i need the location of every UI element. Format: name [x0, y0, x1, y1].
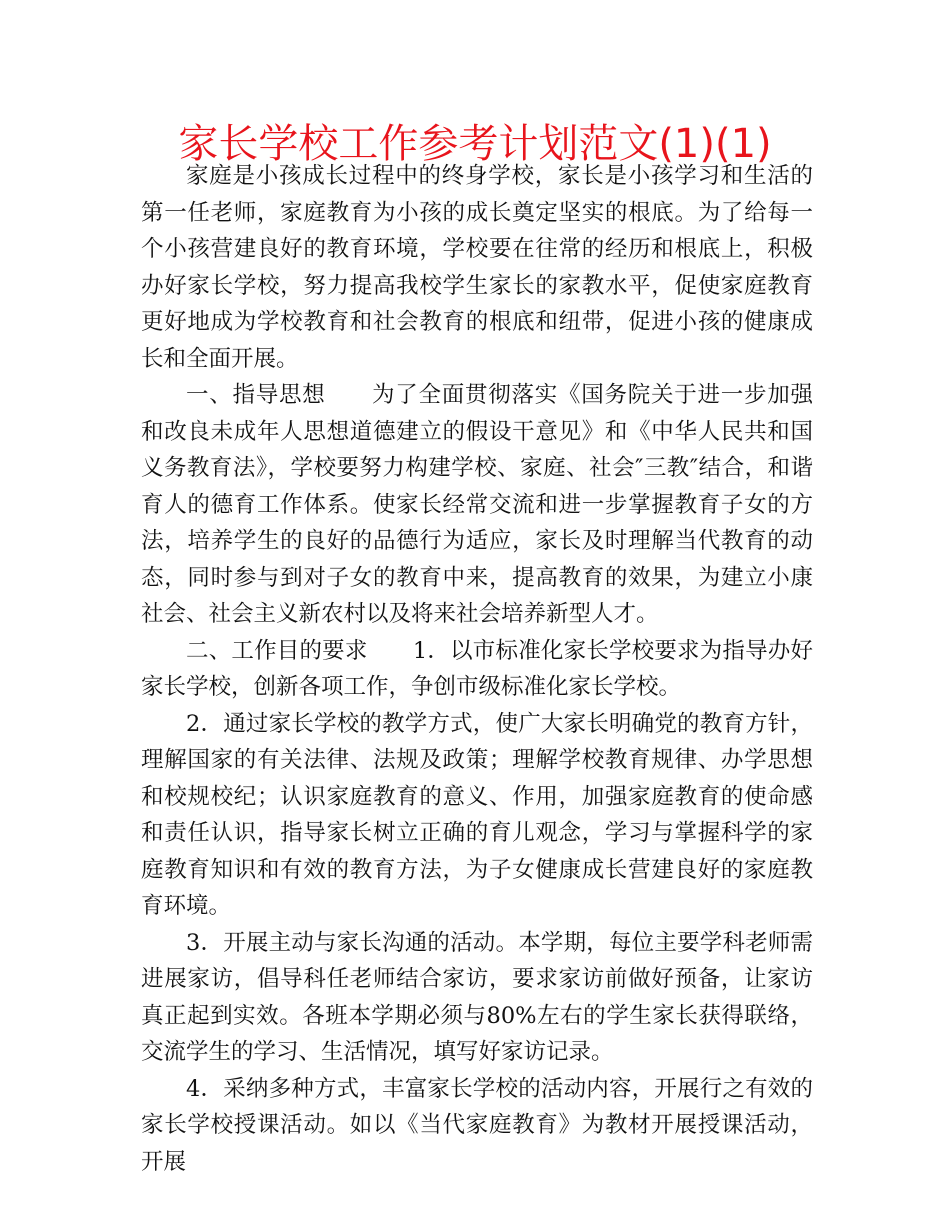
document-title: 家长学校工作参考计划范文(1)(1)	[178, 121, 772, 167]
paragraph-goals-3: 3．开展主动与家长沟通的活动。本学期，每位主要学科老师需进展家访，倡导科任老师结合家访，要求家访前做好预备，让家访真正起到实效。各班本学期必须与80%左右的学生家长获得联络，交流学生的学习、生活情况，填写好家访记录。	[141, 929, 813, 1065]
paragraph-guiding-thought: 一、指导思想 为了全面贯彻落实《国务院关于进一步加强和改良未成年人思想道德建立的假设干意见》和《中华人民共和国义务教育法》，学校要努力构建学校、家庭、社会″三教″结合，和谐育人的德育工作体系。使家长经常交流和进一步掌握教育子女的方法，培养学生的良好的品德行为适应，家长及时理解当代教育的动态，同时参与到对子女的教育中来，提高教育的效果，为建立小康社会、社会主义新农村以及将来社会培养新型人才。	[141, 382, 813, 627]
paragraph-intro: 家庭是小孩成长过程中的终身学校，家长是小孩学习和生活的第一任老师，家庭教育为小孩的成长奠定坚实的根底。为了给每一个小孩营建良好的教育环境，学校要在往常的经历和根底上，积极办好家长学校，努力提高我校学生家长的家教水平，促使家庭教育更好地成为学校教育和社会教育的根底和纽带，促进小孩的健康成长和全面开展。	[141, 163, 813, 372]
paragraph-goals-4: 4．采纳多种方式，丰富家长学校的活动内容，开展行之有效的家长学校授课活动。如以《当代家庭教育》为教材开展授课活动，开展	[141, 1075, 813, 1175]
document-body	[141, 158, 813, 1180]
paragraph-goals-2: 2．通过家长学校的教学方式，使广大家长明确党的教育方针，理解国家的有关法律、法规及政策；理解学校教育规律、办学思想和校规校纪；认识家庭教育的意义、作用，加强家庭教育的使命感和责任认识，指导家长树立正确的育儿观念，学习与掌握科学的家庭教育知识和有效的教育方法，为子女健康成长营建良好的家庭教育环境。	[141, 710, 813, 919]
paragraph-goals-1: 二、工作目的要求 1．以市标准化家长学校要求为指导办好家长学校，创新各项工作，争创市级标准化家长学校。	[141, 637, 813, 700]
